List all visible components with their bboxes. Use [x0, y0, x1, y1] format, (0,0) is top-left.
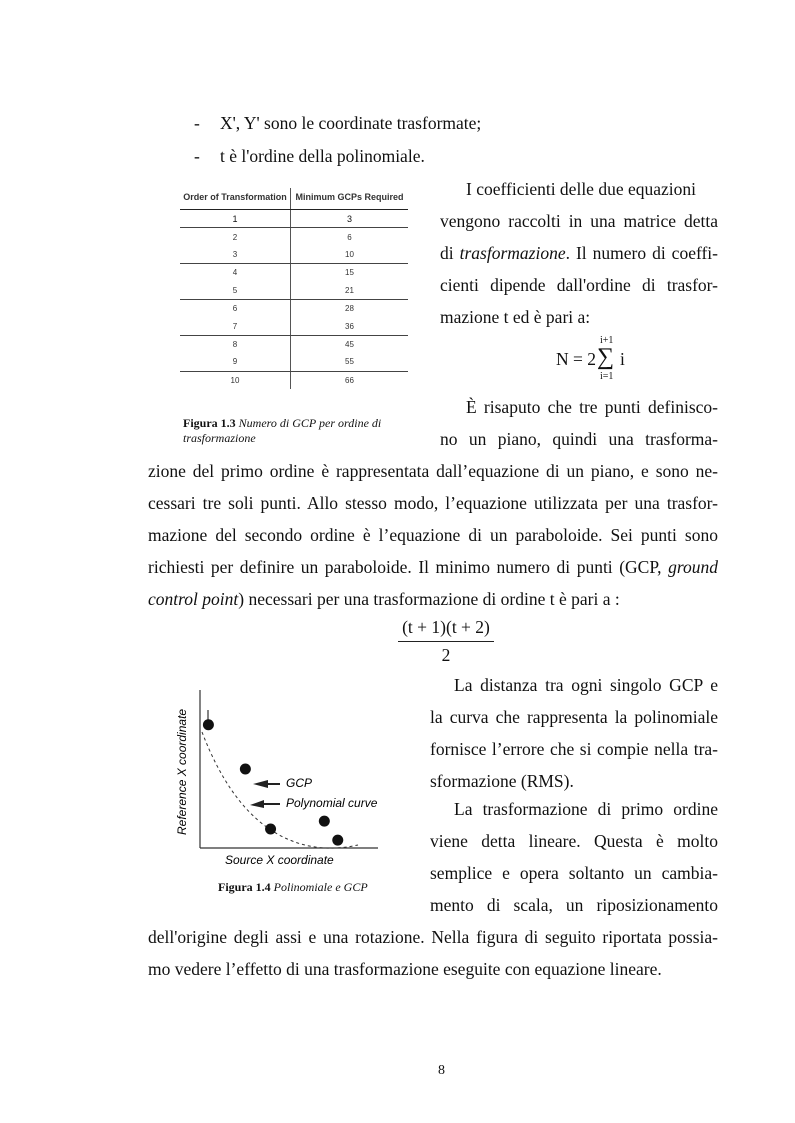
bullet-text: t è l'ordine della polinomiale.: [220, 146, 425, 166]
caption-text: Numero di GCP per ordine di trasformazione: [183, 416, 382, 445]
para-line: mento di scala, un riposizionamento: [430, 895, 718, 915]
legend-curve: Polynomial curve: [286, 796, 378, 810]
para-line: La trasformazione di primo ordine: [454, 799, 718, 819]
para-line: È risaputo che tre punti definisco-: [466, 397, 718, 417]
bullet-dash: -: [194, 113, 200, 133]
x-axis-label: Source X coordinate: [225, 853, 334, 867]
para-line: viene detta lineare. Questa è molto: [430, 831, 718, 851]
table-header: Minimum GCPs Required: [291, 188, 409, 210]
para-line: di trasformazione. Il numero di coeffi-: [440, 243, 718, 263]
table-row: 3 10: [180, 246, 408, 264]
para-line: I coefficienti delle due equazioni: [466, 179, 696, 199]
y-axis-label: Reference X coordinate: [175, 708, 189, 835]
para-line: fornisce l’errore che si compie nella tra-: [430, 739, 718, 759]
table-row: 9 55: [180, 353, 408, 371]
legend-gcp: GCP: [286, 776, 313, 790]
para-line: control point) necessari per una trasformazione di ordine t è pari a :: [148, 589, 620, 609]
para-line: cessari tre soli punti. Allo stesso modo, l’equazione utilizzata per una trasfor-: [148, 493, 718, 513]
para-line: richiesti per definire un paraboloide. Il minimo numero di punti (GCP, ground: [148, 557, 718, 577]
formula-sum: N = 2 i+1 ∑ i=1 i: [556, 335, 625, 382]
polynomial-curve: [202, 732, 358, 848]
figure-chart: [168, 690, 378, 880]
caption-label: Figura 1.3: [183, 416, 236, 430]
polynomial-chart: [168, 690, 378, 875]
table-row: 7 36: [180, 317, 408, 335]
para-line: sformazione (RMS).: [430, 771, 574, 791]
table-row: 6 28: [180, 299, 408, 317]
bullet-dash: -: [194, 146, 200, 166]
table-row: 1 3: [180, 210, 408, 228]
para-line: semplice e opera soltanto un cambia-: [430, 863, 718, 883]
figure-caption: [218, 880, 368, 895]
gcp-point: [319, 816, 330, 827]
table-row: 2 6: [180, 228, 408, 246]
gcp-table: [180, 188, 408, 389]
bullet-text: X', Y' sono le coordinate trasformate;: [220, 113, 482, 133]
table-row: 10 66: [180, 371, 408, 389]
arrow-icon: [253, 780, 268, 788]
para-line: mo vedere l’effetto di una trasformazione eseguite con equazione lineare.: [148, 959, 662, 979]
gcp-point: [265, 824, 276, 835]
formula-fraction: (t + 1)(t + 2) 2: [398, 616, 494, 666]
figure-caption: [183, 416, 418, 446]
para-line: no un piano, quindi una trasforma-: [440, 429, 718, 449]
table-row: 5 21: [180, 282, 408, 300]
para-line: la curva che rappresenta la polinomiale: [430, 707, 718, 727]
para-line: zione del primo ordine è rappresentata dall’equazione di un piano, e sono ne-: [148, 461, 718, 481]
gcp-point: [203, 719, 214, 730]
para-line: vengono raccolti in una matrice detta: [440, 211, 718, 231]
table-header: Order of Transformation: [180, 188, 291, 210]
caption-text: Polinomiale e GCP: [273, 880, 368, 894]
table-row: 8 45: [180, 335, 408, 353]
gcp-point: [240, 764, 251, 775]
para-line: dell'origine degli assi e una rotazione. Nella figura di seguito riportata possia-: [148, 927, 718, 947]
caption-label: Figura 1.4: [218, 880, 271, 894]
page-number: 8: [438, 1063, 445, 1078]
table-row: 4 15: [180, 264, 408, 282]
gcp-point: [332, 835, 343, 846]
para-line: mazione del secondo ordine è l’equazione di un paraboloide. Sei punti sono: [148, 525, 718, 545]
arrow-icon: [250, 800, 264, 808]
para-line: cienti dipende dall'ordine di trasfor-: [440, 275, 718, 295]
para-line: mazione t ed è pari a:: [440, 307, 591, 327]
para-line: La distanza tra ogni singolo GCP e: [454, 675, 718, 695]
